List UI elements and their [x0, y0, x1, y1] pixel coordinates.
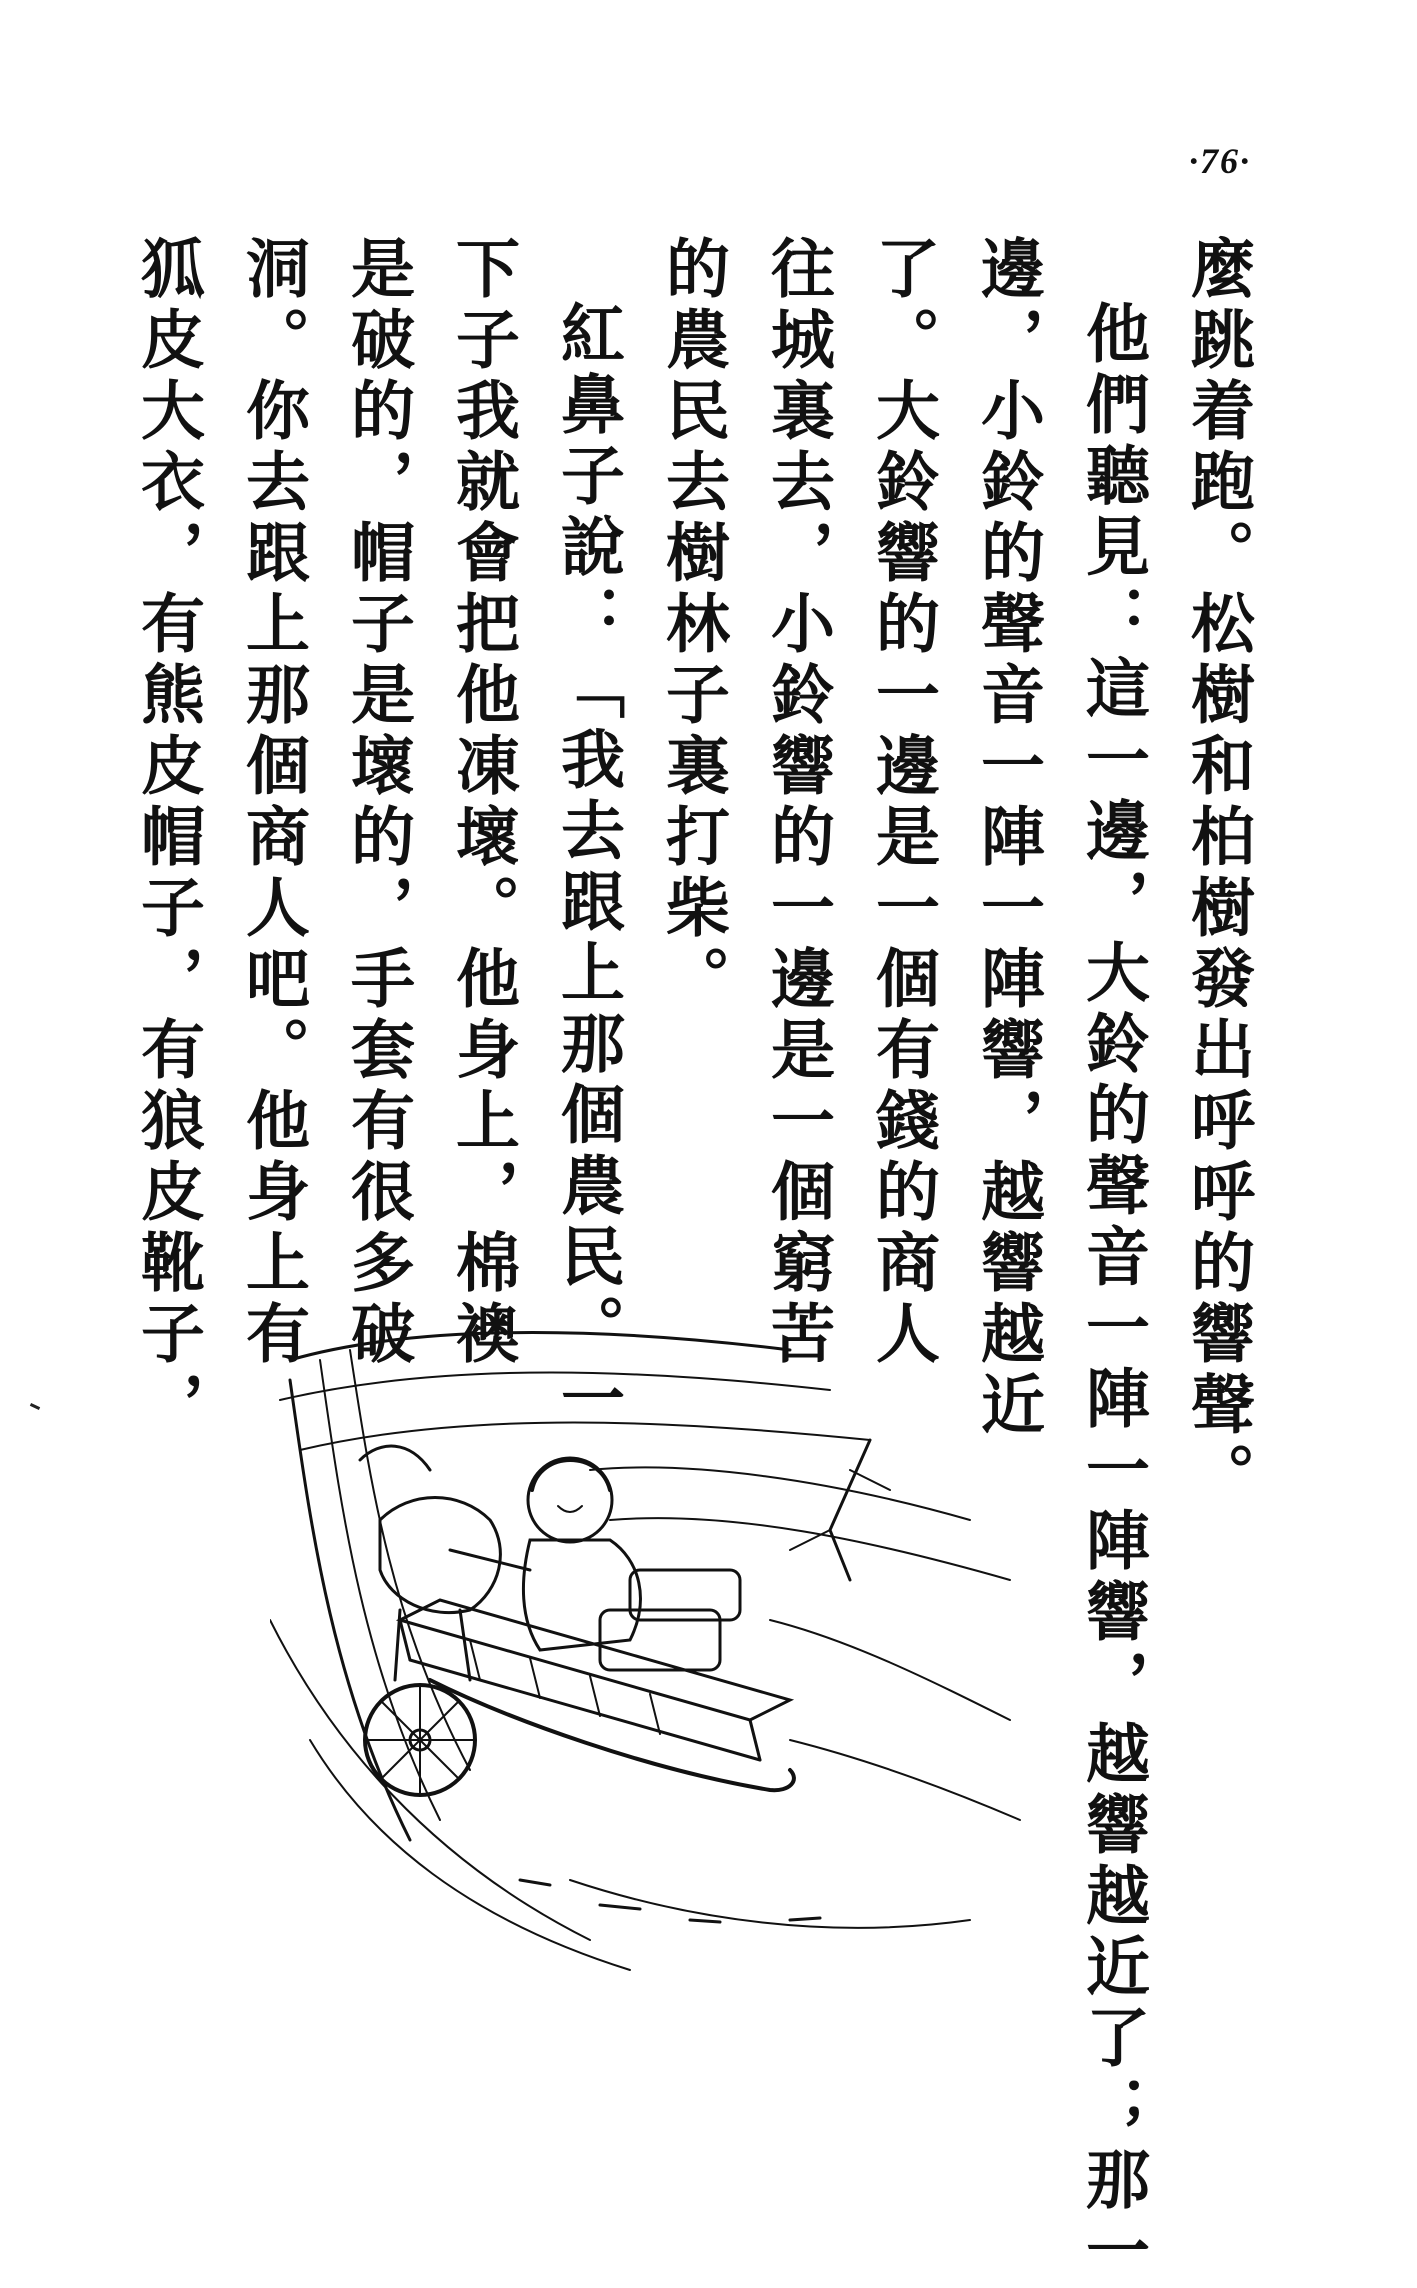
- sleigh-illustration: [270, 1320, 1030, 1980]
- text-column-10: 洞。你去跟上那個商人吧。他身上有: [235, 235, 310, 1371]
- text-column-5: 往城裏去，小鈴響的一邊是一個窮苦: [760, 235, 835, 1371]
- text-column-7: 紅鼻子說：「我去跟上那個農民。一: [550, 300, 625, 1436]
- text-column-6: 的農民去樹林子裏打柴。: [655, 235, 730, 1016]
- text-column-2: 他們聽見：這一邊，大鈴的聲音一陣一陣響，越響越近了；那一: [1075, 300, 1150, 2288]
- text-column-8: 下子我就會把他凍壞。他身上，棉襖: [445, 235, 520, 1371]
- stray-ink-mark: [30, 1403, 40, 1410]
- text-column-3: 邊，小鈴的聲音一陣一陣響，越響越近: [970, 235, 1045, 1442]
- page-number: ·76·: [1189, 141, 1251, 181]
- text-column-11: 狐皮大衣，有熊皮帽子，有狼皮靴子，: [130, 235, 205, 1442]
- text-column-4: 了。大鈴響的一邊是一個有錢的商人: [865, 235, 940, 1371]
- text-column-1: 麼跳着跑。松樹和柏樹發出呼呼的響聲。: [1180, 235, 1255, 1513]
- text-column-9: 是破的，帽子是壞的，手套有很多破: [340, 235, 415, 1371]
